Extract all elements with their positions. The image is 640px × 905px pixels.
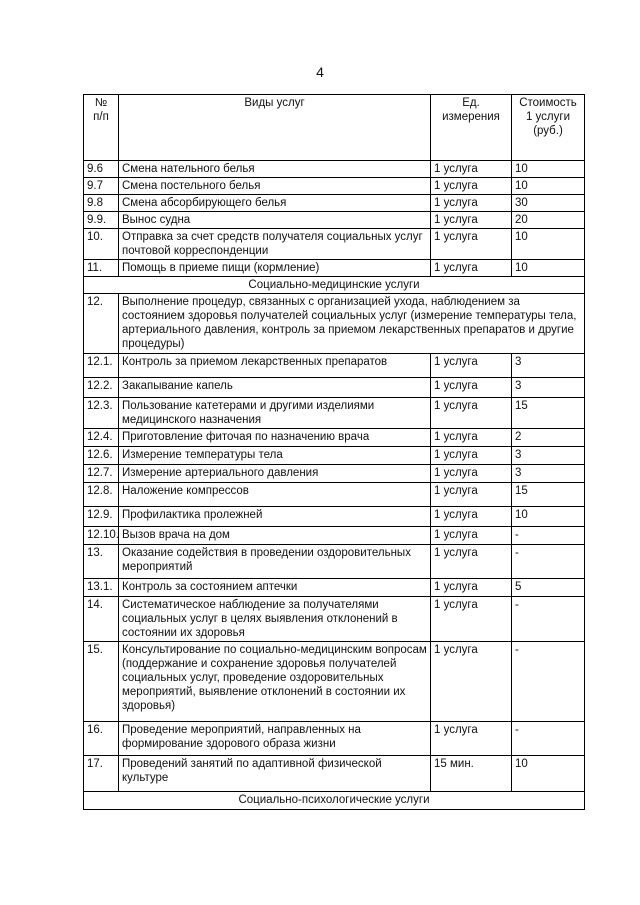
row-num: 13.1. (84, 579, 119, 597)
table-row (84, 447, 585, 465)
row-unit: 1 услуга (431, 378, 512, 398)
row-num: 12.2. (84, 378, 119, 398)
row-unit: 1 услуга (431, 722, 512, 756)
row-price: - (512, 527, 585, 545)
row-price: - (512, 545, 585, 579)
row-num: 12.9. (84, 507, 119, 527)
row-unit: 1 услуга (431, 465, 512, 483)
table-row (84, 722, 585, 756)
row-price: 10 (512, 507, 585, 527)
row-num: 9.6 (84, 161, 119, 178)
row-name: Пользование катетерами и другими изделиями медицинского назначения (119, 398, 431, 429)
row-unit: 1 услуга (431, 398, 512, 429)
row-name: Смена постельного белья (119, 178, 431, 195)
header-name: Виды услуг (119, 95, 431, 161)
row-unit: 1 услуга (431, 429, 512, 447)
row-price: 10 (512, 178, 585, 195)
table-row (84, 527, 585, 545)
table-row (84, 294, 585, 354)
section-title: Социально-медицинские услуги (84, 277, 585, 294)
table-row (84, 195, 585, 212)
header-unit: Ед. измерения (431, 95, 512, 161)
row-name: Смена абсорбирующего белья (119, 195, 431, 212)
table-row (84, 507, 585, 527)
table-row (84, 398, 585, 429)
row-unit: 1 услуга (431, 260, 512, 277)
table-row (84, 465, 585, 483)
row-price: 3 (512, 465, 585, 483)
table-row (84, 483, 585, 507)
row-price: 5 (512, 579, 585, 597)
table-row (84, 378, 585, 398)
section-title: Социально-психологические услуги (84, 792, 585, 810)
row-num: 9.7 (84, 178, 119, 195)
row-name: Контроль за состоянием аптечки (119, 579, 431, 597)
row-num: 12.10. (84, 527, 119, 545)
row-price: - (512, 597, 585, 642)
row-num: 12. (84, 294, 119, 354)
table-row (84, 579, 585, 597)
row-num: 9.8 (84, 195, 119, 212)
section-row (84, 277, 585, 294)
row-num: 13. (84, 545, 119, 579)
row-unit: 1 услуга (431, 229, 512, 260)
row-price: 10 (512, 229, 585, 260)
row-num: 10. (84, 229, 119, 260)
row-name: Вынос судна (119, 212, 431, 229)
row-num: 12.8. (84, 483, 119, 507)
row-price: - (512, 722, 585, 756)
row-name: Наложение компрессов (119, 483, 431, 507)
row-name: Консультирование по социально-медицинским вопросам (поддержание и сохранение здоровья получателей социальных услуг, проведение оздоровительных мероприятий, выявление отклонений в состоянии их здоровья) (119, 642, 431, 722)
table-row (84, 178, 585, 195)
table-row (84, 354, 585, 378)
row-price: 3 (512, 447, 585, 465)
row-num: 12.3. (84, 398, 119, 429)
row-price: 15 (512, 398, 585, 429)
header-num: № п/п (84, 95, 119, 161)
row-name: Выполнение процедур, связанных с организацией ухода, наблюдением за состоянием здоровья получателей социальных услуг (измерение температуры тела, артериального давления, контроль за приемом лекарственных препаратов и другие процедуры) (119, 294, 585, 354)
table-row (84, 212, 585, 229)
table-row (84, 756, 585, 792)
row-price: 10 (512, 161, 585, 178)
row-unit: 15 мин. (431, 756, 512, 792)
row-price: 15 (512, 483, 585, 507)
row-name: Профилактика пролежней (119, 507, 431, 527)
row-num: 16. (84, 722, 119, 756)
row-price: 20 (512, 212, 585, 229)
row-num: 11. (84, 260, 119, 277)
row-unit: 1 услуга (431, 545, 512, 579)
row-unit: 1 услуга (431, 178, 512, 195)
table-row (84, 229, 585, 260)
row-name: Смена нательного белья (119, 161, 431, 178)
row-name: Приготовление фиточая по назначению врача (119, 429, 431, 447)
row-unit: 1 услуга (431, 507, 512, 527)
row-price: 3 (512, 354, 585, 378)
row-name: Проведений занятий по адаптивной физической культуре (119, 756, 431, 792)
row-name: Помощь в приеме пищи (кормление) (119, 260, 431, 277)
row-num: 12.7. (84, 465, 119, 483)
row-name: Оказание содействия в проведении оздоровительных мероприятий (119, 545, 431, 579)
row-price: 10 (512, 260, 585, 277)
row-name: Измерение температуры тела (119, 447, 431, 465)
row-num: 14. (84, 597, 119, 642)
row-unit: 1 услуга (431, 212, 512, 229)
row-unit: 1 услуга (431, 195, 512, 212)
header-price: Стоимость 1 услуги (руб.) (512, 95, 585, 161)
row-unit: 1 услуга (431, 579, 512, 597)
row-name: Отправка за счет средств получателя социальных услуг почтовой корреспонденции (119, 229, 431, 260)
row-price: 30 (512, 195, 585, 212)
row-name: Закапывание капель (119, 378, 431, 398)
row-name: Проведение мероприятий, направленных на формирование здорового образа жизни (119, 722, 431, 756)
table-row (84, 545, 585, 579)
table-row (84, 161, 585, 178)
row-unit: 1 услуга (431, 527, 512, 545)
row-price: 10 (512, 756, 585, 792)
table-row (84, 597, 585, 642)
row-name: Систематическое наблюдение за получателями социальных услуг в целях выявления отклонений в состоянии их здоровья (119, 597, 431, 642)
row-unit: 1 услуга (431, 354, 512, 378)
row-unit: 1 услуга (431, 597, 512, 642)
page-number: 4 (316, 64, 324, 80)
row-price: 3 (512, 378, 585, 398)
table-row (84, 429, 585, 447)
row-unit: 1 услуга (431, 483, 512, 507)
row-name: Вызов врача на дом (119, 527, 431, 545)
section-row (84, 792, 585, 810)
row-num: 12.1. (84, 354, 119, 378)
row-unit: 1 услуга (431, 161, 512, 178)
row-num: 12.6. (84, 447, 119, 465)
row-unit: 1 услуга (431, 447, 512, 465)
services-table (83, 94, 585, 810)
row-num: 12.4. (84, 429, 119, 447)
row-price: - (512, 642, 585, 722)
table-row (84, 642, 585, 722)
row-name: Контроль за приемом лекарственных препаратов (119, 354, 431, 378)
row-num: 15. (84, 642, 119, 722)
table-header-row (84, 95, 585, 161)
row-num: 17. (84, 756, 119, 792)
row-name: Измерение артериального давления (119, 465, 431, 483)
row-num: 9.9. (84, 212, 119, 229)
row-unit: 1 услуга (431, 642, 512, 722)
table-row (84, 260, 585, 277)
row-price: 2 (512, 429, 585, 447)
